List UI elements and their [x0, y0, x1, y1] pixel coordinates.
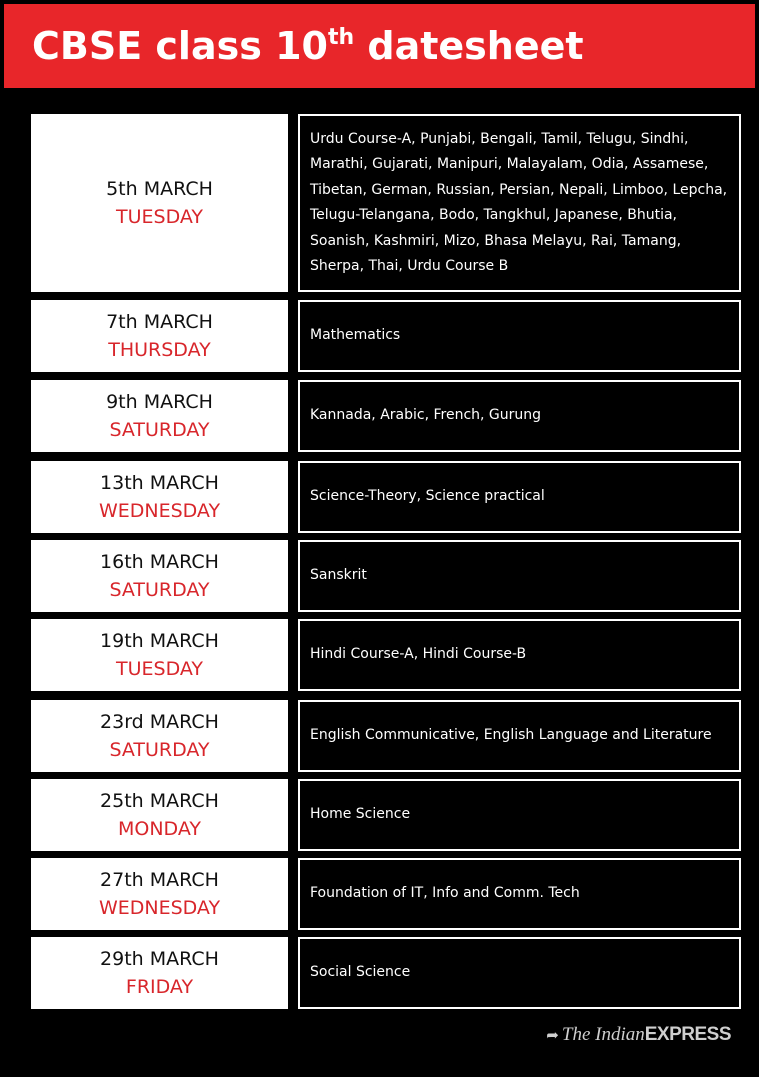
- table-row: [0, 114, 759, 292]
- exam-date: 25th MARCH: [100, 790, 219, 812]
- table-row: [0, 858, 759, 930]
- subjects-text: Science-Theory, Science practical: [310, 488, 545, 505]
- exam-date: 9th MARCH: [106, 391, 213, 413]
- subjects-cell: [298, 540, 741, 612]
- title-superscript: th: [327, 25, 355, 50]
- subjects-cell: [298, 700, 741, 772]
- date-cell: [31, 700, 288, 772]
- brand-name-part2: EXPRESS: [644, 1024, 731, 1045]
- date-cell: [31, 380, 288, 452]
- date-cell: [31, 540, 288, 612]
- exam-day: SATURDAY: [109, 739, 210, 761]
- date-cell: [31, 858, 288, 930]
- date-cell: [31, 114, 288, 292]
- exam-day: TUESDAY: [115, 206, 203, 228]
- subjects-cell: [298, 114, 741, 292]
- exam-day: SATURDAY: [109, 579, 210, 601]
- subjects-cell: [298, 461, 741, 533]
- subjects-cell: [298, 619, 741, 691]
- exam-day: TUESDAY: [115, 658, 203, 680]
- subjects-cell: [298, 779, 741, 851]
- exam-day: WEDNESDAY: [98, 500, 221, 522]
- exam-date: 19th MARCH: [100, 630, 219, 652]
- subjects-text: Kannada, Arabic, French, Gurung: [310, 407, 542, 424]
- exam-date: 7th MARCH: [106, 311, 213, 333]
- page-title: [32, 22, 584, 70]
- date-cell: [31, 461, 288, 533]
- table-row: [0, 700, 759, 772]
- exam-date: 27th MARCH: [100, 869, 219, 891]
- subjects-text: Mathematics: [310, 327, 401, 344]
- subjects-text: Urdu Course-A, Punjabi, Bengali, Tamil, Telugu, Sindhi, Marathi, Gujarati, Manipuri, Malayalam, Odia, Assamese, Tibetan, German, Russian, Persian, Nepali, Limboo, Lepcha, Telugu-Telangana, Bodo, Tangkhul, Japanese, Bhutia, Soanish, Kashmiri, Mizo, Bhasa Melayu, Rai, Tamang, Sherpa, Thai, Urdu Course B: [310, 130, 728, 274]
- brand-name-part1: The Indian: [561, 1024, 645, 1045]
- subjects-text: Hindi Course-A, Hindi Course-B: [310, 646, 527, 663]
- exam-day: FRIDAY: [125, 976, 194, 998]
- exam-date: 29th MARCH: [100, 948, 219, 970]
- subjects-text: English Communicative, English Language and Literature: [310, 727, 712, 744]
- table-row: [0, 461, 759, 533]
- feather-icon: ➦: [546, 1027, 559, 1044]
- date-cell: [31, 937, 288, 1009]
- table-row: [0, 619, 759, 691]
- subjects-cell: [298, 858, 741, 930]
- subjects-text: Home Science: [310, 806, 411, 823]
- exam-day: MONDAY: [118, 818, 201, 840]
- table-row: [0, 380, 759, 452]
- subjects-text: Sanskrit: [310, 567, 367, 584]
- table-row: [0, 540, 759, 612]
- exam-day: SATURDAY: [109, 419, 210, 441]
- exam-day: THURSDAY: [108, 339, 211, 361]
- table-row: [0, 779, 759, 851]
- exam-date: 5th MARCH: [106, 178, 213, 200]
- subjects-text: Social Science: [310, 964, 411, 981]
- exam-date: 16th MARCH: [100, 551, 219, 573]
- date-cell: [31, 619, 288, 691]
- table-row: [0, 300, 759, 372]
- title-end: datesheet: [354, 24, 584, 68]
- title-main: CBSE class 10: [32, 24, 328, 68]
- subjects-cell: [298, 300, 741, 372]
- exam-date: 13th MARCH: [100, 472, 219, 494]
- exam-date: 23rd MARCH: [100, 711, 219, 733]
- subjects-cell: [298, 380, 741, 452]
- date-cell: [31, 300, 288, 372]
- page-header: [4, 4, 755, 88]
- subjects-cell: [298, 937, 741, 1009]
- exam-day: WEDNESDAY: [98, 897, 221, 919]
- subjects-text: Foundation of IT, Info and Comm. Tech: [310, 885, 580, 902]
- table-row: [0, 937, 759, 1009]
- date-cell: [31, 779, 288, 851]
- indian-express-logo: [546, 1024, 731, 1046]
